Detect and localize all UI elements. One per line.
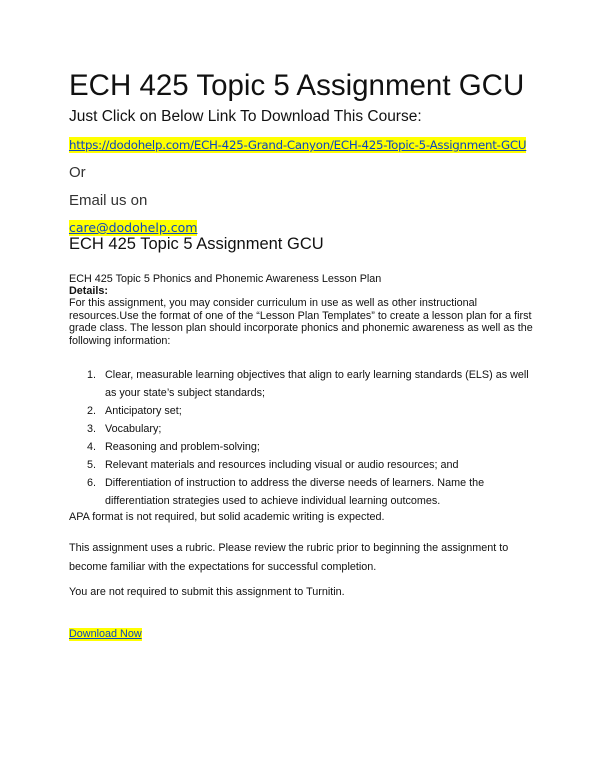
- list-item-number: 2.: [87, 405, 97, 417]
- list-item: [69, 402, 539, 420]
- details-paragraph: For this assignment, you may consider curriculum in use as well as other instructional resources.Use the format of one of the “Lesson Plan Templates” to create a lesson plan for a first grade class. The lesson plan should incorporate phonics and phonemic awareness as well as the following information:: [69, 297, 533, 347]
- or-separator: Or: [69, 164, 86, 181]
- download-now-link[interactable]: Download Now: [69, 628, 142, 640]
- list-item: [69, 420, 539, 438]
- email-link[interactable]: care@dodohelp.com: [69, 220, 198, 235]
- rubric-note: This assignment uses a rubric. Please review the rubric prior to beginning the assignment to become familiar with the expectations for successful completion.: [69, 542, 509, 573]
- apa-note: APA format is not required, but solid academic writing is expected.: [69, 511, 385, 523]
- list-item-text: Relevant materials and resources including visual or audio resources; and: [105, 459, 459, 471]
- list-item: [69, 366, 539, 402]
- list-item: [69, 474, 539, 510]
- list-item-number: 3.: [87, 423, 97, 435]
- details-label: Details:: [69, 285, 109, 297]
- email-label: Email us on: [69, 192, 148, 209]
- course-download-link[interactable]: https://dodohelp.com/ECH-425-Grand-Canyon/ECH-425-Topic-5-Assignment-GCU: [69, 138, 527, 152]
- list-item-text: Differentiation of instruction to address the diverse needs of learners. Name the differentiation strategies used to achieve individual learning outcomes.: [105, 477, 485, 507]
- list-item-number: 4.: [87, 441, 97, 453]
- list-item-text: Clear, measurable learning objectives that align to early learning standards (ELS) as well as your state’s subject standards;: [105, 369, 529, 399]
- assignment-subtitle: ECH 425 Topic 5 Assignment GCU: [69, 235, 324, 253]
- turnitin-note: You are not required to submit this assignment to Turnitin.: [69, 586, 345, 598]
- requirements-list: [69, 366, 539, 510]
- list-item: [69, 438, 539, 456]
- list-item-text: Anticipatory set;: [105, 405, 182, 417]
- list-item-text: Reasoning and problem-solving;: [105, 441, 260, 453]
- list-item-text: Vocabulary;: [105, 423, 162, 435]
- lesson-plan-title: ECH 425 Topic 5 Phonics and Phonemic Awareness Lesson Plan: [69, 273, 382, 285]
- list-item-number: 5.: [87, 459, 97, 471]
- page-title: ECH 425 Topic 5 Assignment GCU: [69, 69, 525, 102]
- list-item: [69, 456, 539, 474]
- download-intro: Just Click on Below Link To Download This Course:: [69, 108, 422, 125]
- list-item-number: 1.: [87, 369, 97, 381]
- list-item-number: 6.: [87, 477, 97, 489]
